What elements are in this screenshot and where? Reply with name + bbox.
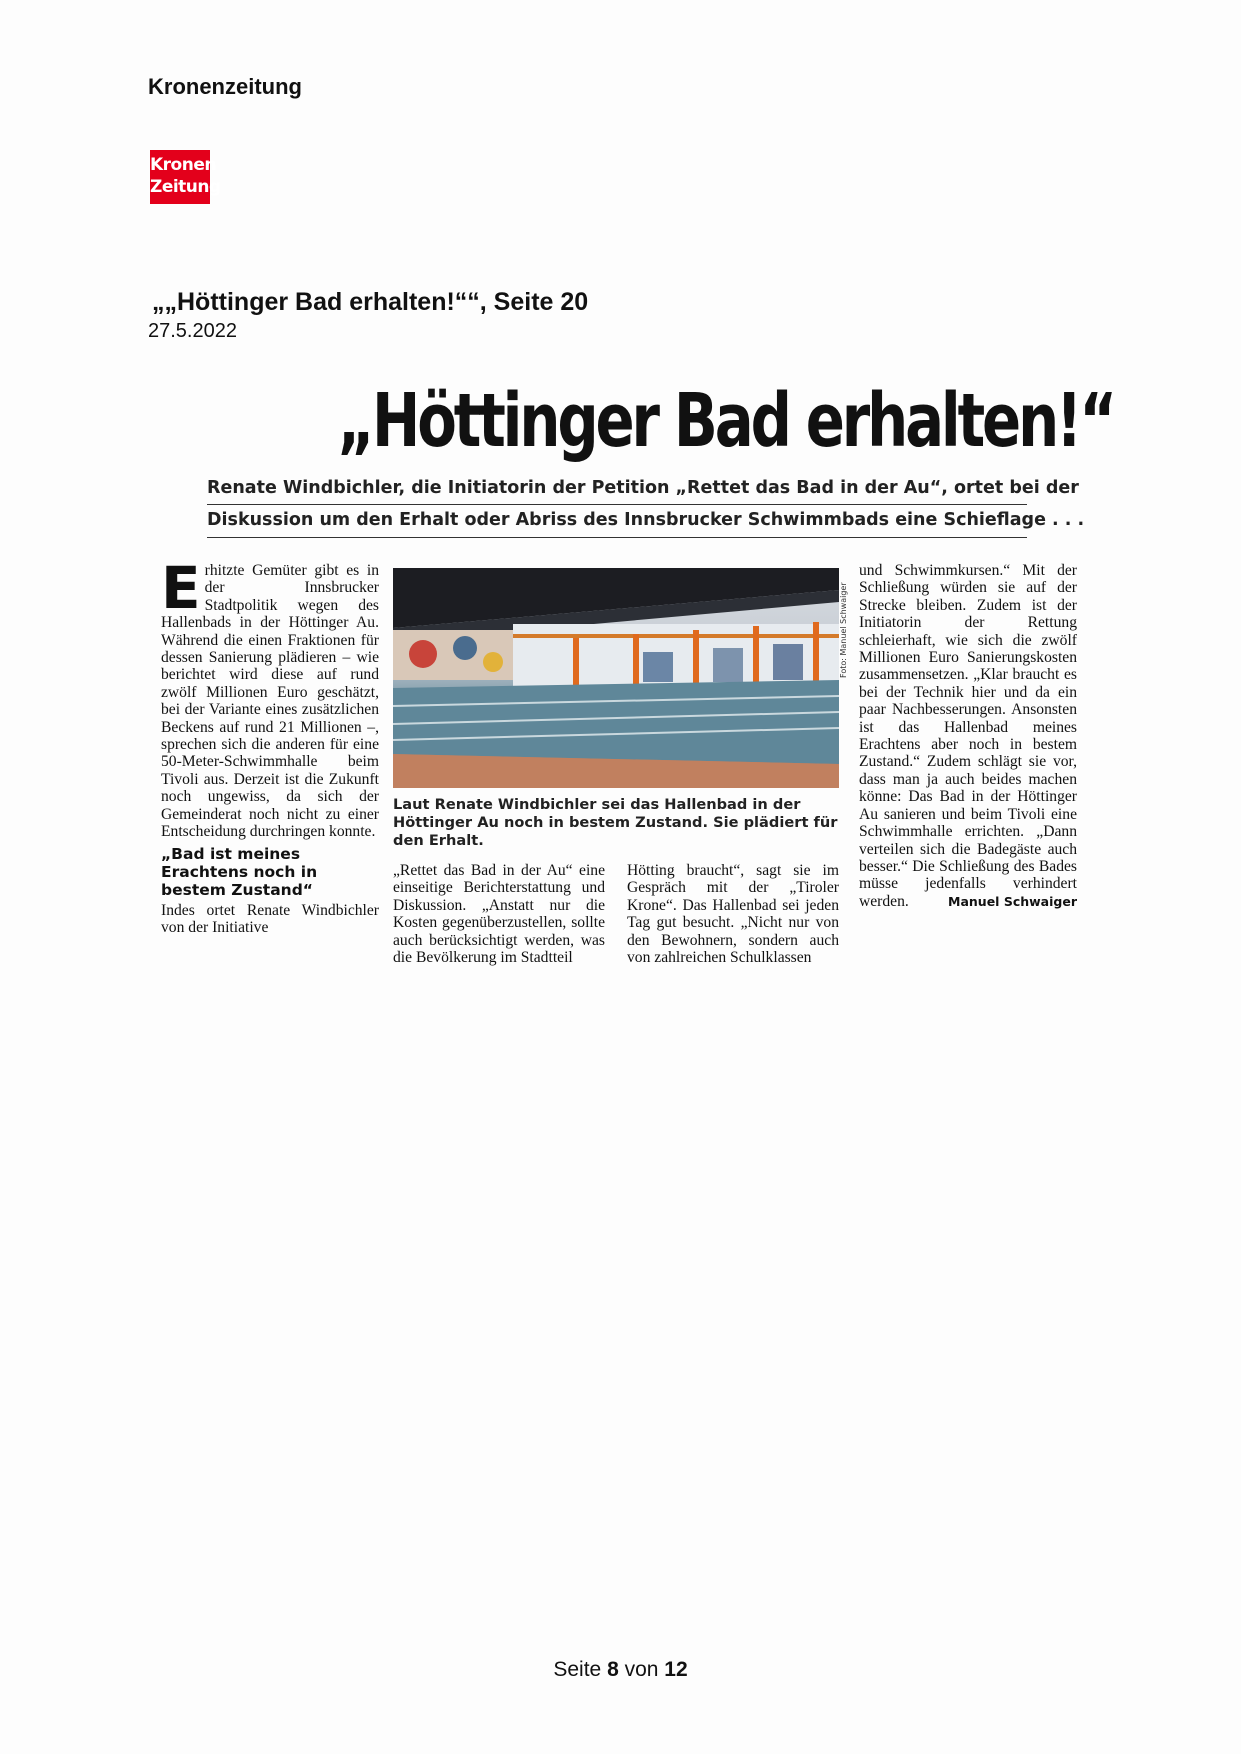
article-column-2: „Rettet das Bad in der Au“ eine einseitige Berichterstattung und Diskussion. „Anstatt nur die Kosten gegenüberzustellen, sollte auch berücksichtigt werden, was die Bevölkerung im Stadtteil	[393, 862, 605, 967]
document-source: Kronenzeitung	[148, 74, 302, 99]
logo-line-1: Kronen	[150, 155, 216, 175]
article-crosshead: „Bad ist meines Erachtens noch in bestem Zustand“	[161, 844, 318, 899]
article-photo	[393, 568, 839, 788]
article-subline-1: Renate Windbichler, die Initiatorin der Petition „Rettet das Bad in der Au“, ortet bei der	[207, 478, 1079, 498]
article-column-3: Hötting braucht“, sagt sie im Gespräch mit der „Tiroler Krone“. Das Hallenbad sei jeden Tag gut besucht. „Nicht nur von den Bewohnern, sondern auch von zahlreichen Schulklassen	[627, 862, 839, 967]
footer-current-page: 8	[607, 1658, 619, 1681]
logo-line-2: Zeitung	[150, 177, 221, 197]
column-1-text: rhitzte Gemüter gibt es in der Innsbrucker Stadtpolitik wegen des Hallenbads in der Höttinger Au. Während die einen Fraktionen für dessen Sanierung plädieren – wie berichtet wird diese auf rund zwölf Millionen Euro geschätzt, bei der Variante eines zusätzlichen Beckens auf rund 21 Millionen –, sprechen sich die anderen für eine 50-Meter-Schwimmhalle beim Tivoli aus. Derzeit ist die Zukunft noch ungewiss, da sich der Gemeinderat noch nicht zu einer Entscheidung durchringen konnte.	[161, 562, 379, 841]
subline-divider	[207, 504, 1027, 505]
photo-credit-text: Foto: Manuel Schwaiger	[839, 582, 848, 678]
footer-total-pages: 12	[664, 1658, 688, 1681]
kronen-zeitung-logo	[150, 150, 221, 204]
document-title: „„Höttinger Bad erhalten!““, Seite 20	[152, 288, 589, 316]
column-1-text-continued: Indes ortet Renate Windbichler von der Initiative	[161, 901, 379, 936]
subline-divider-bottom	[207, 537, 1027, 538]
article-column-4	[859, 562, 1077, 910]
column-4-text: und Schwimmkursen.“ Mit der Schließung würden sie auf der Strecke bleiben. Zudem ist der Initiatorin der Rettung schleierhaft, wie sich die zwölf Millionen Euro Sanierungskosten zusammensetzen. „Klar braucht es bei der Technik hier und da ein paar Nachbesserungen. Ansonsten ist das Hallenbad meines Erachtens aber noch in bestem Zustand.“ Zudem schlägt sie vor, dass man ja auch beides machen könne: Das Bad in der Höttinger Au sanieren und beim Tivoli eine Schwimmhalle errichten. „Dann verteilen sich die Badegäste auch besser.“ Die Schließung des Bades müsse jedenfalls verhindert werden.	[859, 562, 1077, 910]
photo-credit	[839, 568, 853, 678]
article-column-1	[161, 554, 379, 936]
photo-caption: Laut Renate Windbichler sei das Hallenbad in der Höttinger Au noch in bestem Zustand. Sie plädiert für den Erhalt.	[393, 796, 838, 849]
footer-prefix: Seite	[553, 1658, 608, 1681]
article-author: Manuel Schwaiger	[948, 893, 1077, 909]
newspaper-clipping	[155, 372, 1115, 982]
article-subline-2: Diskussion um den Erhalt oder Abriss des Innsbrucker Schwimmbads eine Schieflage . . .	[207, 510, 1085, 530]
footer-middle: von	[618, 1658, 665, 1681]
document-date: 27.5.2022	[148, 320, 237, 342]
page-footer	[0, 1658, 1241, 1682]
article-headline: „Höttinger Bad erhalten!“	[337, 378, 1115, 464]
indoor-pool-photo	[393, 568, 839, 788]
drop-cap: E	[161, 554, 201, 622]
